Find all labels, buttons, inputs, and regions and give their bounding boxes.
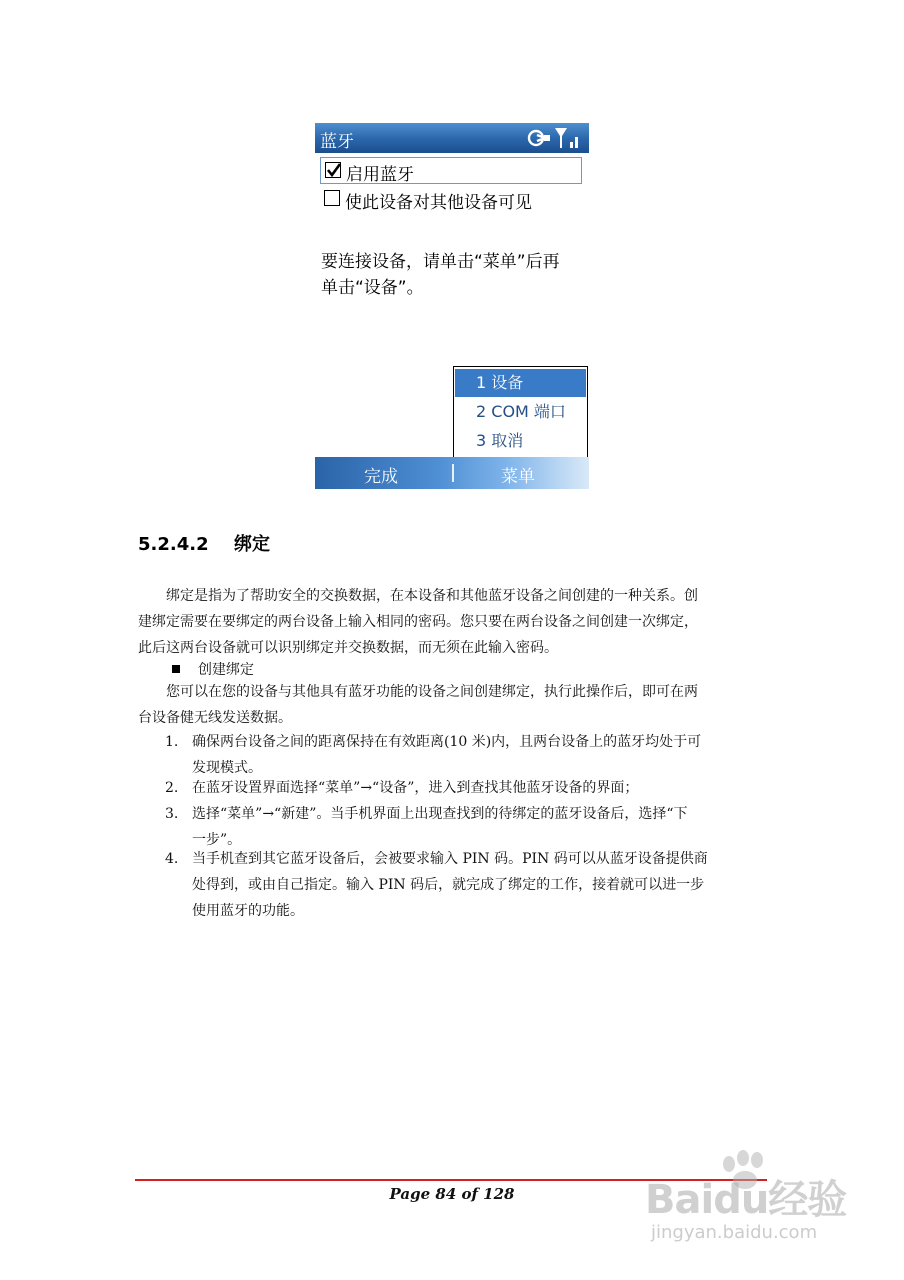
paragraph-line: 建绑定需要在要绑定的两台设备上输入相同的密码。您只要在两台设备之间创建一次绑定，: [138, 614, 698, 630]
enable-bluetooth-checkbox[interactable]: [325, 162, 341, 178]
step-line: 选择“菜单”→“新建”。当手机界面上出现查找到的待绑定的蓝牙设备后，选择“下: [192, 806, 688, 822]
checkmark-icon: [325, 161, 343, 179]
status-icons: [525, 126, 581, 150]
connectivity-icon: [529, 131, 550, 145]
phone-title-bar: [315, 123, 589, 153]
enable-bluetooth-label: 启用蓝牙: [346, 165, 414, 185]
step-number: 1.: [165, 734, 179, 750]
step-text: [192, 729, 770, 781]
section-title: 绑定: [234, 534, 270, 555]
visible-option[interactable]: [320, 186, 582, 213]
menu-item-devices[interactable]: 1 设备: [455, 369, 586, 397]
step-number: 4.: [165, 851, 179, 867]
bullet-description: [138, 679, 770, 731]
step-line: 在蓝牙设置界面选择“菜单”→“设备”，进入到查找其他蓝牙设备的界面；: [192, 780, 639, 796]
step-line: 一步”。: [192, 832, 242, 848]
bullet-label: 创建绑定: [198, 662, 254, 678]
popup-menu: [453, 366, 588, 457]
section-number: 5.2.4.2: [138, 534, 209, 555]
softkey-bar: [315, 457, 589, 489]
step-line: 确保两台设备之间的距离保持在有效距离(10 米)内，且两台设备上的蓝牙均处于可: [192, 734, 702, 750]
menu-item-cancel[interactable]: 3 取消: [476, 431, 524, 450]
paragraph-line: 您可以在您的设备与其他具有蓝牙功能的设备之间创建绑定，执行此操作后，即可在两: [166, 684, 698, 700]
enable-bluetooth-option[interactable]: [320, 157, 582, 184]
softkey-divider: [452, 464, 454, 482]
visible-label: 使此设备对其他设备可见: [345, 193, 532, 213]
step-text: [192, 846, 770, 924]
done-softkey[interactable]: 完成: [364, 467, 398, 487]
intro-paragraph: [138, 583, 770, 661]
bullet-square-icon: [172, 665, 180, 673]
step-text: [192, 775, 770, 801]
phone-screenshot: [315, 123, 589, 489]
paragraph-line: 台设备健无线发送数据。: [138, 710, 292, 726]
bullet-create-binding: [172, 660, 254, 680]
instruction-line: 单击“设备”。: [321, 278, 424, 298]
watermark-logo: Baidu经验: [645, 1177, 847, 1223]
instruction-line: 要连接设备，请单击“菜单”后再: [321, 252, 560, 272]
step-line: 当手机查到其它蓝牙设备后，会被要求输入 PIN 码。PIN 码可以从蓝牙设备提供商: [192, 851, 708, 867]
section-heading: [138, 530, 270, 556]
page-number: Page 84 of 128: [389, 1185, 515, 1203]
baidu-watermark: [645, 1150, 895, 1270]
paragraph-line: 绑定是指为了帮助安全的交换数据，在本设备和其他蓝牙设备之间创建的一种关系。创: [166, 588, 698, 604]
menu-softkey[interactable]: 菜单: [501, 467, 535, 487]
step-number: 3.: [165, 806, 179, 822]
watermark-url: jingyan.baidu.com: [651, 1222, 818, 1243]
step-line: 使用蓝牙的功能。: [192, 903, 304, 919]
signal-icon: [555, 128, 578, 148]
step-line: 发现模式。: [192, 760, 262, 776]
menu-item-com-port[interactable]: 2 COM 端口: [476, 402, 566, 421]
paragraph-line: 此后这两台设备就可以识别绑定并交换数据，而无须在此输入密码。: [138, 640, 558, 656]
step-line: 处得到，或由自己指定。输入 PIN 码后，就完成了绑定的工作，接着就可以进一步: [192, 877, 705, 893]
connect-instruction: [321, 249, 583, 301]
step-number: 2.: [165, 780, 179, 796]
phone-title: 蓝牙: [320, 132, 354, 152]
visible-checkbox[interactable]: [324, 190, 340, 206]
